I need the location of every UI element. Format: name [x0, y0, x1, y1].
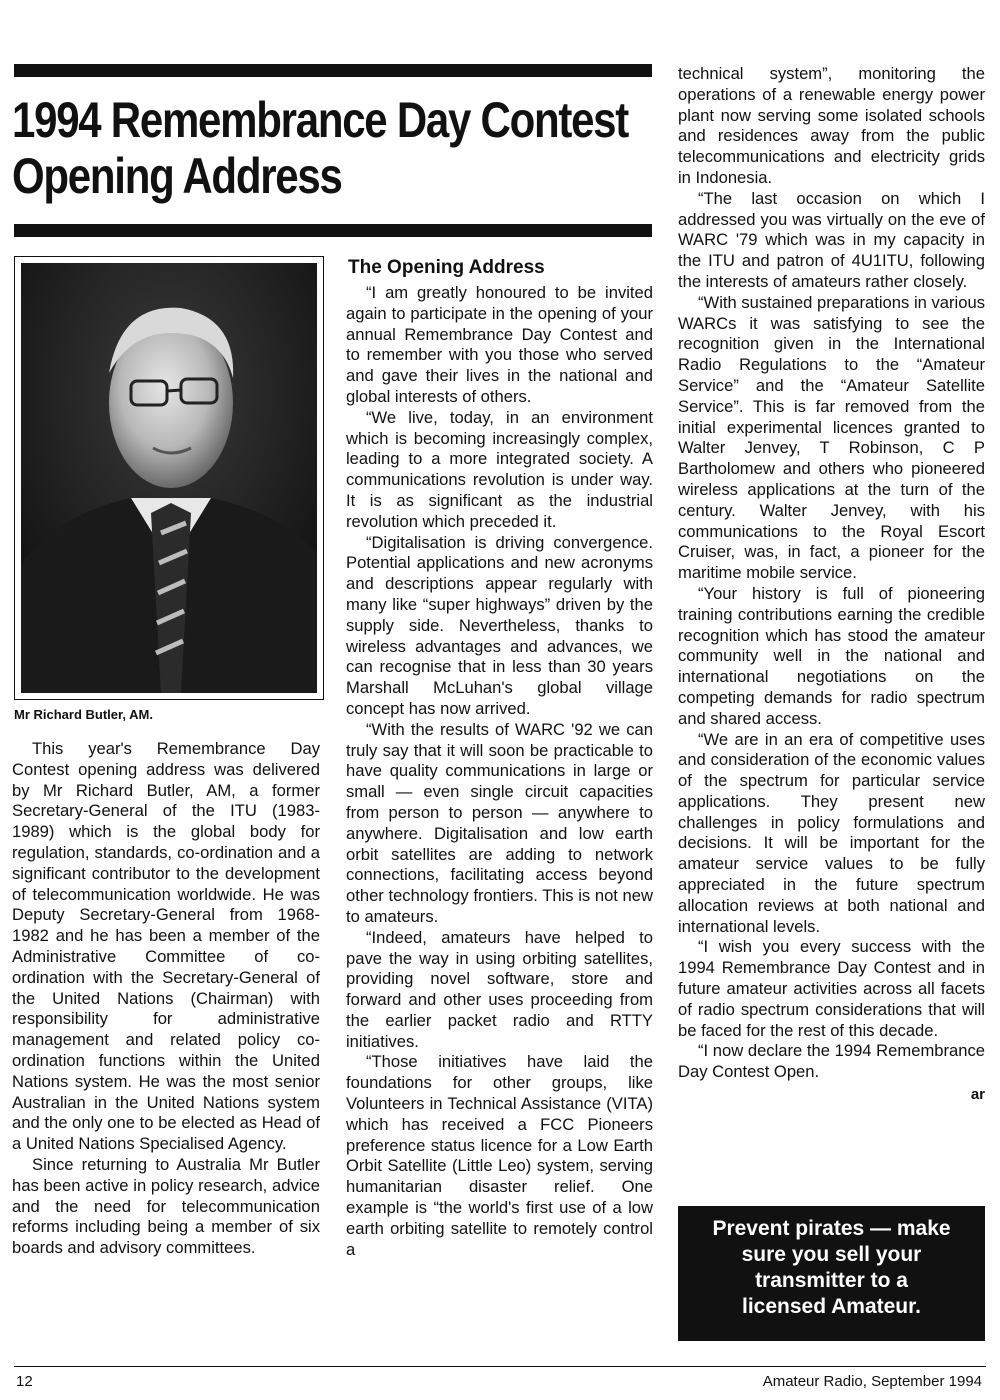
address-paragraph: “We are in an era of competitive uses and consideration of the economic values of the spectrum for particular service applications. They present new challenges in policy formulations and decisions. It will be important for the amateur service values to be fully appreciated in the future spectrum allocation reviews at both national and international levels. — [678, 729, 985, 936]
portrait-image — [21, 263, 317, 693]
address-paragraph: “With sustained preparations in various WARCs it was satisfying to see the recognition given in the International Radio Regulations to the “Amateur Service” and the “Amateur Satellite Service”. This is far removed from the initial experimental licences granted to Walter Jenvey, T Robinson, C P Bartholomew and others who pioneered wireless applications at the turn of the century. Walter Jenvey, with his communications to the Royal Escort Cruiser, was, in fact, a pioneer for the maritime mobile service. — [678, 292, 985, 583]
photo-caption: Mr Richard Butler, AM. — [14, 707, 153, 722]
address-paragraph: “I wish you every success with the 1994 Remembrance Day Contest and in future amateur activities across all facets of radio spectrum considerations that will be faced for the rest of this decade. — [678, 937, 985, 1040]
promo-box — [678, 1206, 985, 1341]
column-1 — [12, 739, 320, 1259]
address-paragraph: “The last occasion on which I addressed you was virtually on the eve of WARC '79 which was in my capacity in the ITU and patron of 4U1ITU, following the interests of amateurs rather closely. — [678, 188, 985, 291]
address-paragraph: “I now declare the 1994 Remembrance Day Contest Open. — [678, 1041, 985, 1082]
intro-paragraph-2: Since returning to Australia Mr Butler has been active in policy research, advice and the need for telecommunication reforms including being a member of six boards and advisory committees. — [12, 1154, 320, 1258]
address-paragraph: “Those initiatives have laid the foundations for other groups, like Volunteers in Technical Assistance (VITA) which has received a FCC Pioneers preference status licence for a Low Earth Orbit Satellite (Little Leo) system, serving humanitarian disaster relief. One example is “the world's first use of a low earth orbiting satellite to remotely control a — [346, 1052, 653, 1259]
portrait-photo — [14, 256, 324, 700]
article-title — [12, 92, 629, 204]
title-bottom-rule — [14, 224, 652, 237]
page-number: 12 — [16, 1373, 33, 1390]
address-paragraph: “Indeed, amateurs have helped to pave the way in using orbiting satellites, providing novel software, store and forward and other uses proceeding from the earlier packet radio and RTTY initiatives. — [346, 927, 653, 1051]
signoff-mark: ar — [970, 1086, 985, 1104]
promo-line-2: sure you sell your — [741, 1243, 922, 1266]
footer-rule — [14, 1366, 986, 1367]
column-3 — [678, 64, 985, 1106]
section-subheading: The Opening Address — [348, 257, 545, 278]
promo-line-3: transmitter to a — [755, 1269, 908, 1292]
promo-line-1: Prevent pirates — make — [712, 1217, 951, 1240]
address-paragraph: “I am greatly honoured to be invited again to participate in the opening of your annual Remembrance Day Contest and to remember with you those who served and gave their lives in the national and global interests of others. — [346, 283, 653, 406]
address-continuation: technical system”, monitoring the operations of a renewable energy power plant now serving some isolated schools and residences away from the public telecommunications and electricity grids in Indonesia. — [678, 64, 985, 187]
publication-line: Amateur Radio, September 1994 — [762, 1373, 982, 1390]
top-rule — [14, 64, 652, 77]
address-paragraph: “With the results of WARC '92 we can truly say that it will soon be practicable to have quality communications in large or small — even single circuit capacities from person to person — anywhere to anywhere. Digitalisation and low earth orbit satellites are adding to network connections, facilitating access beyond other technology frontiers. This is not new to amateurs. — [346, 719, 653, 926]
intro-paragraph-1: This year's Remembrance Day Contest opening address was delivered by Mr Richard Butler, AM, a former Secretary-General of the ITU (1983-1989) which is the global body for regulation, standards, co-ordination and a significant contributor to the development of telecommunication worldwide. He was Deputy Secretary-General from 1968-1982 and he has been a member of the Administrative Committee of co-ordination with the Secretary-General of the United Nations (Chairman) with responsibility for administrative management and related policy co-ordination functions within the United Nations system. He was the most senior Australian in the United Nations system and the only one to be elected as Head of a United Nations Specialised Agency. — [12, 739, 320, 1154]
title-line-1: 1994 Remembrance Day Contest — [12, 92, 629, 148]
address-paragraph: “Digitalisation is driving convergence. Potential applications and new acronyms and descriptions appear regularly with many like “super highways” driven by the supply side. Nevertheless, thanks to wireless advantages and advances, we can recognise that in less than 30 years Marshall McLuhan's global village concept has now arrived. — [346, 532, 653, 718]
promo-line-4: licensed Amateur. — [742, 1295, 921, 1318]
title-line-2: Opening Address — [12, 148, 342, 204]
address-paragraph: “Your history is full of pioneering training contributions earning the credible recognition which has stood the amateur community well in the national and international negotiations on the competing demands for radio spectrum and shared access. — [678, 583, 985, 728]
column-2 — [346, 283, 653, 1260]
address-paragraph: “We live, today, in an environment which is becoming increasingly complex, leading to a more integrated society. A communications revolution is under way. It is as significant as the industrial revolution which preceded it. — [346, 407, 653, 531]
